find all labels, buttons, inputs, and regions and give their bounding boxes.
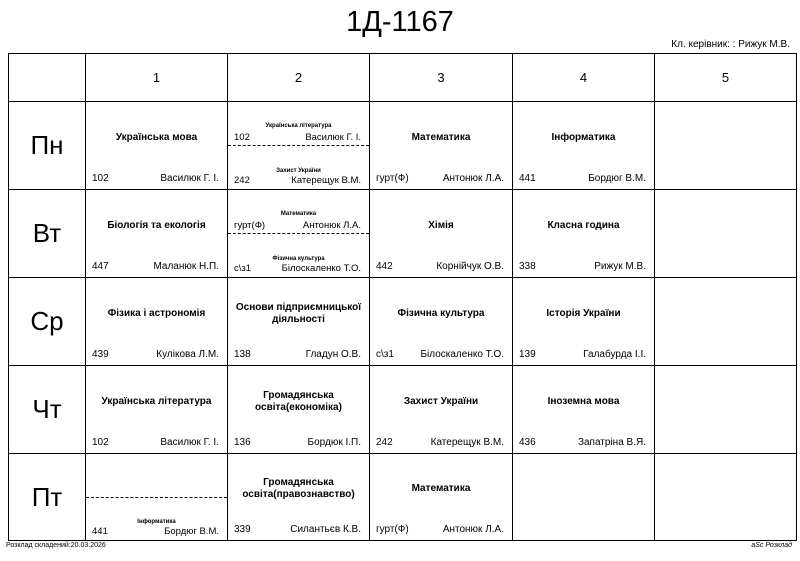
lesson-group-bottom [228,146,369,189]
lesson-subject: Фізична культура [397,307,485,319]
lesson-teacher: Маланюк Н.П. [153,261,219,272]
lesson-room: 102 [92,173,109,184]
lesson-cell [370,366,513,454]
lesson-subject: Захист України [403,395,479,407]
lesson-room: 447 [92,261,109,272]
lesson-subject: Українська література [101,395,212,407]
group-divider [228,233,369,234]
lesson-subject: Фізична культура [272,256,325,262]
lesson-subject: Математика [411,483,471,494]
lesson-meta [376,436,504,450]
lesson-cell [513,190,655,278]
lesson-subject: Математика [280,211,317,217]
lesson-room: 339 [234,524,251,535]
lesson-group-bottom [228,234,369,277]
group-divider [86,497,227,498]
lesson-meta [376,260,504,274]
lesson-teacher: Антонюк Л.А. [442,173,504,184]
lesson-cell [370,454,513,541]
lesson-cell [513,366,655,454]
lesson-group-top [228,102,369,145]
lesson-cell [370,102,513,190]
corner-cell [9,54,86,102]
lesson-subject: Математика [411,131,471,143]
lesson-room: гурт(Ф) [376,524,409,535]
lesson-teacher: Силантьєв К.В. [290,524,361,535]
lesson-subject: Історія України [546,307,621,319]
lesson-meta [92,348,219,362]
lesson-cell [513,102,655,190]
lesson-meta [519,348,646,362]
lesson-teacher: Білоскаленко Т.О. [420,349,504,360]
lesson-room: с\з1 [234,263,252,274]
lesson-teacher: Гладун О.В. [305,349,361,360]
lesson-teacher: Бордюк І.П. [307,437,361,448]
lesson-meta [519,436,646,450]
lesson-subject: Іноземна мова [547,395,620,407]
lesson-group-bottom [86,497,227,540]
lesson-subject: Фізика і астрономія [107,307,206,319]
lesson-cell [228,454,370,541]
lesson-group-top [228,190,369,233]
period-header: 3 [370,54,513,102]
lesson-teacher: Галабурда І.І. [583,349,646,360]
lesson-subject: Інформатика [137,519,176,525]
lesson-meta [234,174,361,187]
lesson-meta [92,483,219,496]
lesson-cell [228,366,370,454]
lesson-cell [370,278,513,366]
lesson-subject: Захист України [276,168,321,174]
lesson-meta [92,260,219,274]
lesson-meta [234,436,361,450]
lesson-subject: Біологія та екологія [107,219,206,231]
lesson-room: 441 [92,526,108,537]
lesson-meta [376,172,504,186]
lesson-room: 441 [519,173,536,184]
lesson-subject: Громадянська освіта(правознавство) [242,477,355,500]
lesson-room: 139 [519,349,536,360]
lesson-meta [234,219,361,232]
timetable-title: 1Д-1167 [346,6,454,38]
lesson-group-top [86,454,227,497]
day-label: Ср [9,278,86,366]
empty-lesson-cell [655,366,797,454]
lesson-teacher: Білоскаленко Т.О. [281,263,361,274]
lesson-meta [92,525,219,538]
lesson-teacher: Рижук М.В. [594,261,646,272]
day-label: Пн [9,102,86,190]
empty-lesson-cell [513,454,655,541]
lesson-room: с\з1 [376,349,394,360]
lesson-teacher: Корнійчук О.В. [436,261,504,272]
lesson-room: 338 [519,261,536,272]
empty-lesson-cell [655,102,797,190]
lesson-cell [86,102,228,190]
empty-lesson-cell [655,278,797,366]
lesson-subject: Класна година [547,219,620,231]
lesson-meta [92,172,219,186]
lesson-teacher: Кулікова Л.М. [156,349,219,360]
lesson-cell [228,102,370,190]
lesson-subject: Основи підприємницької діяльності [235,301,362,325]
period-header: 5 [655,54,797,102]
lesson-meta [519,260,646,274]
lesson-meta [234,523,361,537]
lesson-teacher: Антонюк Л.А. [442,524,504,535]
lesson-cell [513,278,655,366]
lesson-room: гурт(Ф) [376,173,409,184]
timetable-grid [8,53,797,541]
lesson-teacher: Катерещук В.М. [430,437,504,448]
lesson-meta [92,436,219,450]
lesson-subject: Громадянська освіта(економіка) [255,389,342,413]
footer-app-name: aSc Розклад [751,542,792,549]
empty-lesson-cell [655,190,797,278]
lesson-subject: Інформатика [551,131,616,143]
period-header: 2 [228,54,370,102]
lesson-room: 138 [234,349,251,360]
lesson-room: 439 [92,349,109,360]
lesson-meta [234,348,361,362]
footer-created-date: Розклад складений:20.03.2026 [6,542,106,549]
lesson-cell [370,190,513,278]
period-header: 4 [513,54,655,102]
lesson-teacher: Бордюг В.М. [588,173,646,184]
lesson-subject: Українська мова [115,131,198,143]
lesson-teacher: Василюк Г. І. [160,173,219,184]
lesson-subject: Українська література [265,123,332,129]
empty-lesson-cell [655,454,797,541]
lesson-teacher: Катерещук В.М. [291,175,361,186]
lesson-meta [376,348,504,362]
lesson-teacher: Запатріна В.Я. [577,437,646,448]
lesson-room: 242 [376,437,393,448]
day-label: Пт [9,454,86,541]
lesson-teacher: Бордюг В.М. [164,526,219,537]
lesson-room: 242 [234,175,250,186]
lesson-teacher: Василюк Г. І. [305,132,361,143]
lesson-room: гурт(Ф) [234,220,266,231]
lesson-room: 436 [519,437,536,448]
lesson-meta [234,131,361,144]
lesson-cell [86,366,228,454]
lesson-cell [228,278,370,366]
lesson-subject: Хімія [428,219,454,231]
lesson-cell [86,454,228,541]
lesson-room: 442 [376,261,393,272]
lesson-meta [234,262,361,275]
lesson-cell [228,190,370,278]
lesson-room: 102 [92,437,109,448]
period-header: 1 [86,54,228,102]
day-label: Вт [9,190,86,278]
lesson-cell [86,190,228,278]
lesson-room: 102 [234,132,250,143]
lesson-cell [86,278,228,366]
lesson-meta [376,523,504,537]
class-teacher-line: Кл. керівник: : Рижук М.В. [671,39,790,50]
lesson-teacher: Василюк Г. І. [160,437,219,448]
lesson-room: 136 [234,437,251,448]
group-divider [228,145,369,146]
day-label: Чт [9,366,86,454]
lesson-teacher: Антонюк Л.А. [302,220,361,231]
lesson-meta [519,172,646,186]
